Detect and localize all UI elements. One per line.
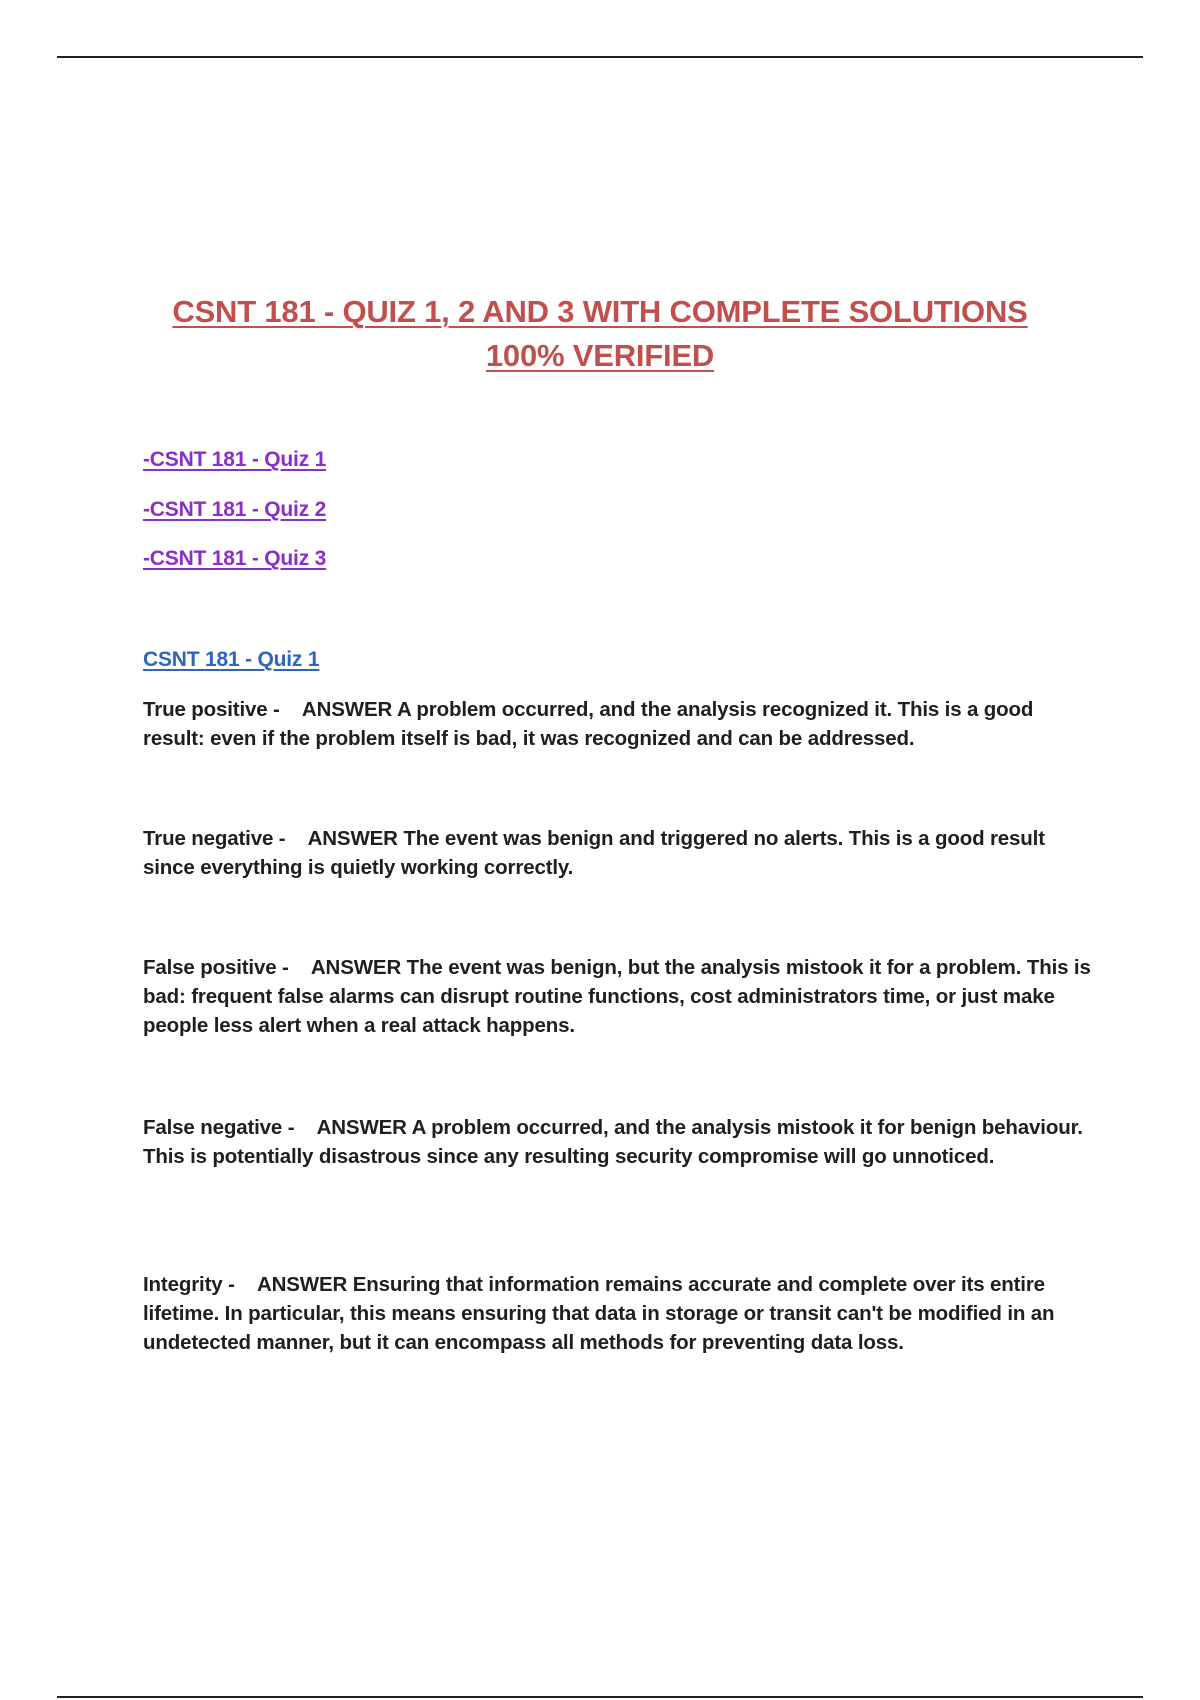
- answer-label: ANSWER: [307, 827, 398, 850]
- qa-item-false-negative: [143, 1113, 1093, 1171]
- document-title-line-2: 100% VERIFIED: [485, 338, 715, 373]
- toc-link-quiz-1[interactable]: -CSNT 181 - Quiz 1: [143, 448, 327, 471]
- qa-term: False negative -: [143, 1116, 295, 1139]
- answer-label: ANSWER: [301, 698, 393, 721]
- answer-label: ANSWER: [256, 1273, 348, 1296]
- qa-answer: The event was benign and triggered no alerts. This is a good result since everything is quietly working correctly.: [143, 827, 1045, 879]
- qa-answer: A problem occurred, and the analysis recognized it. This is a good result: even if the problem itself is bad, it was recognized and can be addressed.: [143, 698, 1034, 750]
- qa-item-true-negative: [143, 824, 1093, 882]
- toc-item: [143, 545, 326, 595]
- qa-answer: The event was benign, but the analysis mistook it for a problem. This is bad: frequent false alarms can disrupt routine functions, cost administrators time, or just make people less alert when a real attack happens.: [143, 956, 1091, 1037]
- qa-term: True negative -: [143, 827, 286, 850]
- toc-link-quiz-3[interactable]: -CSNT 181 - Quiz 3: [143, 547, 327, 570]
- qa-item-true-positive: [143, 695, 1093, 753]
- qa-answer: A problem occurred, and the analysis mistook it for benign behaviour. This is potentially disastrous since any resulting security compromise will go unnoticed.: [143, 1116, 1083, 1168]
- answer-label: ANSWER: [316, 1116, 407, 1139]
- section-heading-quiz-1[interactable]: CSNT 181 - Quiz 1: [143, 648, 320, 671]
- qa-answer: Ensuring that information remains accurate and complete over its entire lifetime. In particular, this means ensuring that data in storage or transit can't be modified in an undetected manner, but it can encompass all methods for preventing data loss.: [143, 1273, 1055, 1354]
- footer-rule: [57, 1696, 1143, 1698]
- answer-label: ANSWER: [310, 956, 402, 979]
- qa-item-false-positive: [143, 953, 1093, 1040]
- header-rule: [57, 56, 1143, 58]
- toc-item: [143, 446, 326, 496]
- qa-item-integrity: [143, 1270, 1093, 1357]
- document-title: [100, 290, 1100, 378]
- qa-term: Integrity -: [143, 1273, 235, 1296]
- table-of-contents: [143, 446, 326, 595]
- qa-term: True positive -: [143, 698, 280, 721]
- toc-item: [143, 496, 326, 546]
- toc-link-quiz-2[interactable]: -CSNT 181 - Quiz 2: [143, 497, 327, 521]
- qa-term: False positive -: [143, 956, 289, 979]
- document-title-line-1: CSNT 181 - QUIZ 1, 2 AND 3 WITH COMPLETE SOLUTIONS: [172, 294, 1028, 329]
